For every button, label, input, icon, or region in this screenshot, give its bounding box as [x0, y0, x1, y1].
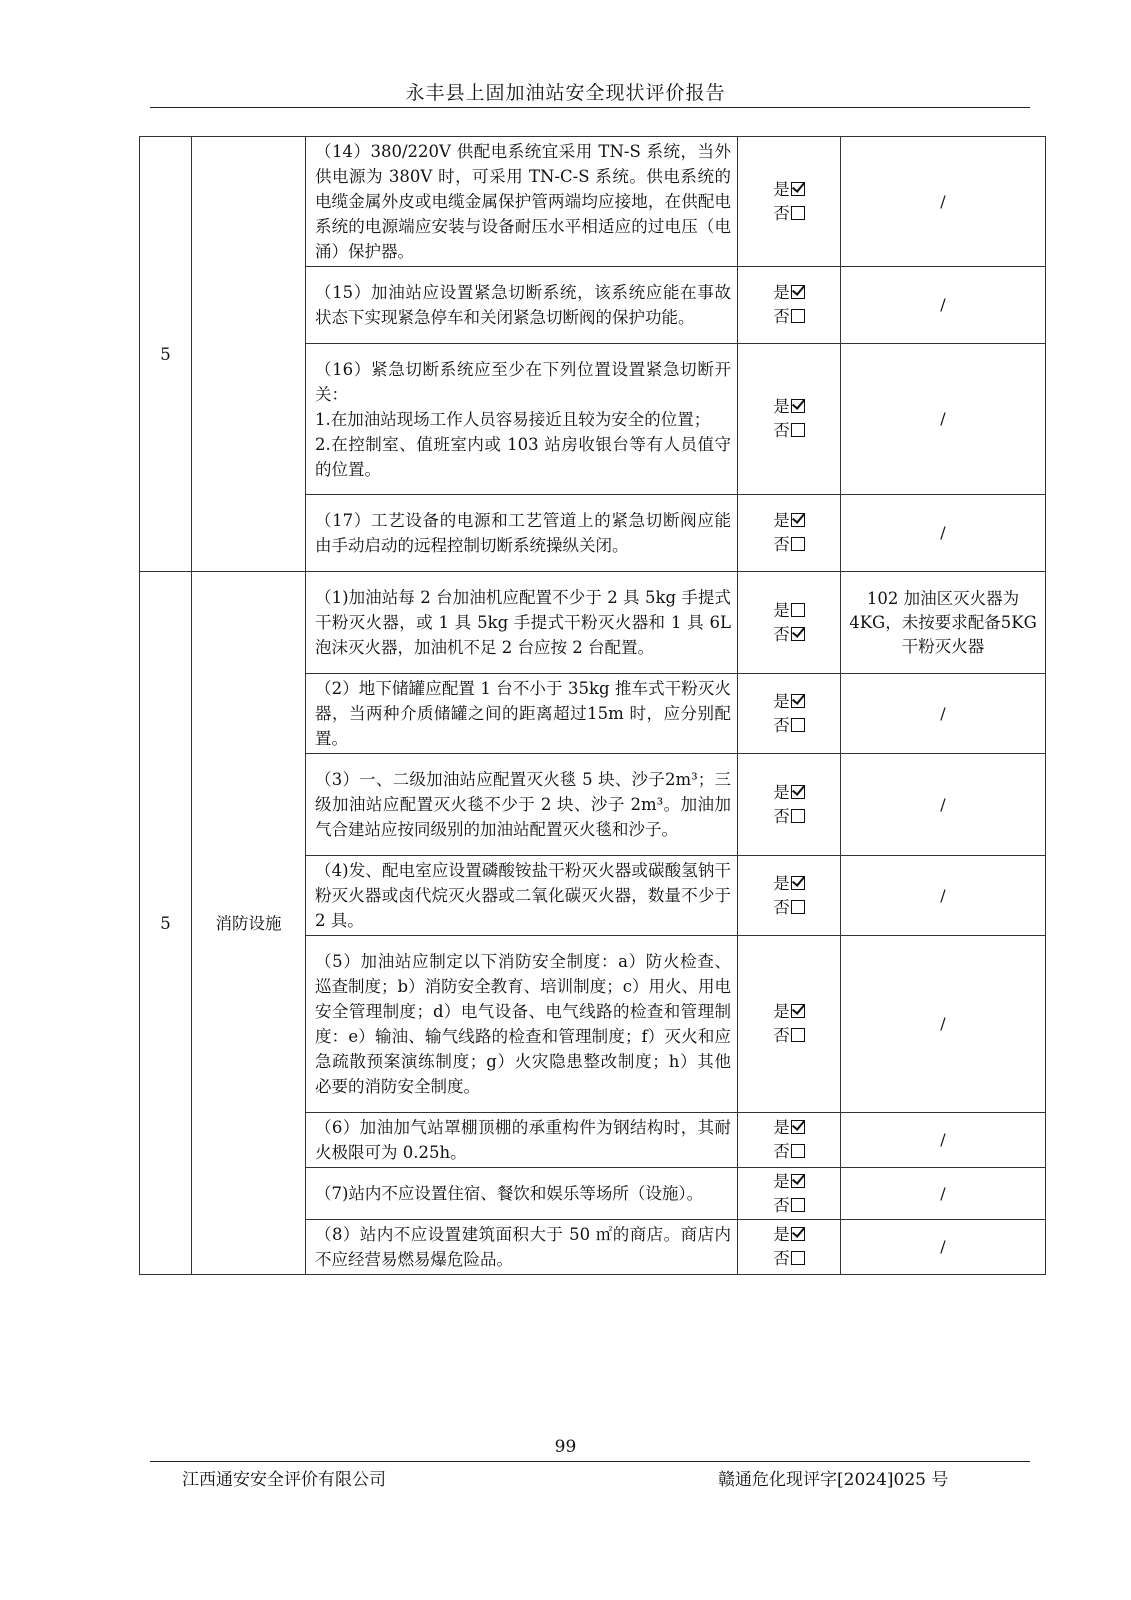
- empty-box-icon: [791, 718, 805, 732]
- requirement-cell: （2）地下储罐应配置 1 台不小于 35kg 推车式干粉灭火器，当两种介质储罐之间的距离超过15m 时，应分别配置。: [306, 674, 738, 754]
- note-cell: 102 加油区灭火器为4KG，未按要求配备5KG 干粉灭火器: [841, 572, 1046, 674]
- requirement-cell: （6）加油加气站罩棚顶棚的承重构件为钢结构时，其耐火极限可为 0.25h。: [306, 1113, 738, 1168]
- result-cell: 是 否: [738, 936, 841, 1113]
- requirement-line: 2.在控制室、值班室内或 103 站房收银台等有人员值守的位置。: [315, 434, 731, 479]
- checked-box-icon: [791, 513, 805, 527]
- result-cell: 是 否: [738, 267, 841, 344]
- item-number-cell: 5: [140, 572, 192, 1275]
- checked-box-icon: [791, 1120, 805, 1134]
- checked-box-icon: [791, 399, 805, 413]
- checked-box-icon: [791, 1174, 805, 1188]
- item-name-cell: [192, 137, 306, 572]
- checked-box-icon: [791, 876, 805, 890]
- requirement-cell: （3）一、二级加油站应配置灭火毯 5 块、沙子2m³；三级加油站应配置灭火毯不少于 2 块、沙子 2m³。加油加气合建站应按同级别的加油站配置灭火毯和沙子。: [306, 754, 738, 856]
- empty-box-icon: [791, 1198, 805, 1212]
- result-cell: 是 否: [738, 572, 841, 674]
- report-title: 永丰县上固加油站安全现状评价报告: [405, 82, 726, 104]
- result-cell: 是 否: [738, 856, 841, 936]
- empty-box-icon: [791, 603, 805, 617]
- empty-box-icon: [791, 537, 805, 551]
- document-number: 赣通危化现评字[2024]025 号: [718, 1470, 949, 1490]
- requirement-cell: （8）站内不应设置建筑面积大于 50 ㎡的商店。商店内不应经营易燃易爆危险品。: [306, 1220, 738, 1275]
- requirement-cell: （15）加油站应设置紧急切断系统，该系统应能在事故状态下实现紧急停车和关闭紧急切断阀的保护功能。: [306, 267, 738, 344]
- empty-box-icon: [791, 900, 805, 914]
- note-cell: /: [841, 754, 1046, 856]
- empty-box-icon: [791, 309, 805, 323]
- empty-box-icon: [791, 1144, 805, 1158]
- evaluation-table: [139, 136, 1046, 1275]
- result-cell: 是 否: [738, 344, 841, 495]
- checked-box-icon: [791, 694, 805, 708]
- header-rule: [150, 107, 1030, 108]
- note-cell: /: [841, 936, 1046, 1113]
- result-cell: 是 否: [738, 1168, 841, 1220]
- note-cell: /: [841, 267, 1046, 344]
- result-cell: 是 否: [738, 137, 841, 267]
- requirement-cell: （17）工艺设备的电源和工艺管道上的紧急切断阀应能由手动启动的远程控制切断系统操纵关闭。: [306, 495, 738, 572]
- empty-box-icon: [791, 809, 805, 823]
- checked-box-icon: [791, 785, 805, 799]
- checked-box-icon: [791, 1004, 805, 1018]
- note-cell: /: [841, 344, 1046, 495]
- page-number: 99: [554, 1437, 577, 1457]
- empty-box-icon: [791, 423, 805, 437]
- requirement-cell: （5）加油站应制定以下消防安全制度：a）防火检查、巡查制度；b）消防安全教育、培训制度；c）用火、用电安全管理制度；d）电气设备、电气线路的检查和管理制度：e）输油、输气线路的检查和管理制度；f）灭火和应急疏散预案演练制度；g）火灾隐患整改制度；h）其他必要的消防安全制度。: [306, 936, 738, 1113]
- note-cell: /: [841, 495, 1046, 572]
- checked-box-icon: [791, 285, 805, 299]
- footer-rule: [150, 1461, 1030, 1462]
- note-cell: /: [841, 856, 1046, 936]
- requirement-line: （16）紧急切断系统应至少在下列位置设置紧急切断开关：: [315, 359, 731, 404]
- note-cell: /: [841, 1220, 1046, 1275]
- company-name: 江西通安安全评价有限公司: [182, 1470, 386, 1490]
- requirement-cell: [306, 344, 738, 495]
- note-cell: /: [841, 1113, 1046, 1168]
- item-number-cell: 5: [140, 137, 192, 572]
- empty-box-icon: [791, 206, 805, 220]
- checked-box-icon: [791, 182, 805, 196]
- result-cell: 是 否: [738, 495, 841, 572]
- result-cell: 是 否: [738, 754, 841, 856]
- table-row: [140, 137, 1046, 267]
- requirement-cell: （14）380/220V 供配电系统宜采用 TN-S 系统，当外供电源为 380V 时，可采用 TN-C-S 系统。供电系统的电缆金属外皮或电缆金属保护管两端均应接地，在供配电系统的电源端应安装与设备耐压水平相适应的过电压（电涌）保护器。: [306, 137, 738, 267]
- result-cell: 是 否: [738, 1113, 841, 1168]
- result-cell: 是 否: [738, 674, 841, 754]
- item-name-cell: 消防设施: [192, 572, 306, 1275]
- requirement-cell: （4)发、配电室应设置磷酸铵盐干粉灭火器或碳酸氢钠干粉灭火器或卤代烷灭火器或二氧化碳灭火器，数量不少于 2 具。: [306, 856, 738, 936]
- requirement-cell: （1)加油站每 2 台加油机应配置不少于 2 具 5kg 手提式干粉灭火器，或 1 具 5kg 手提式干粉灭火器和 1 具 6L 泡沫灭火器，加油机不足 2 台应按 2 台配置。: [306, 572, 738, 674]
- note-cell: /: [841, 137, 1046, 267]
- checked-box-icon: [791, 627, 805, 641]
- requirement-cell: （7)站内不应设置住宿、餐饮和娱乐等场所（设施）。: [306, 1168, 738, 1220]
- empty-box-icon: [791, 1028, 805, 1042]
- result-cell: 是 否: [738, 1220, 841, 1275]
- requirement-line: 1.在加油站现场工作人员容易接近且较为安全的位置；: [315, 409, 711, 429]
- note-cell: /: [841, 674, 1046, 754]
- checked-box-icon: [791, 1227, 805, 1241]
- empty-box-icon: [791, 1251, 805, 1265]
- note-cell: /: [841, 1168, 1046, 1220]
- table-row: [140, 572, 1046, 674]
